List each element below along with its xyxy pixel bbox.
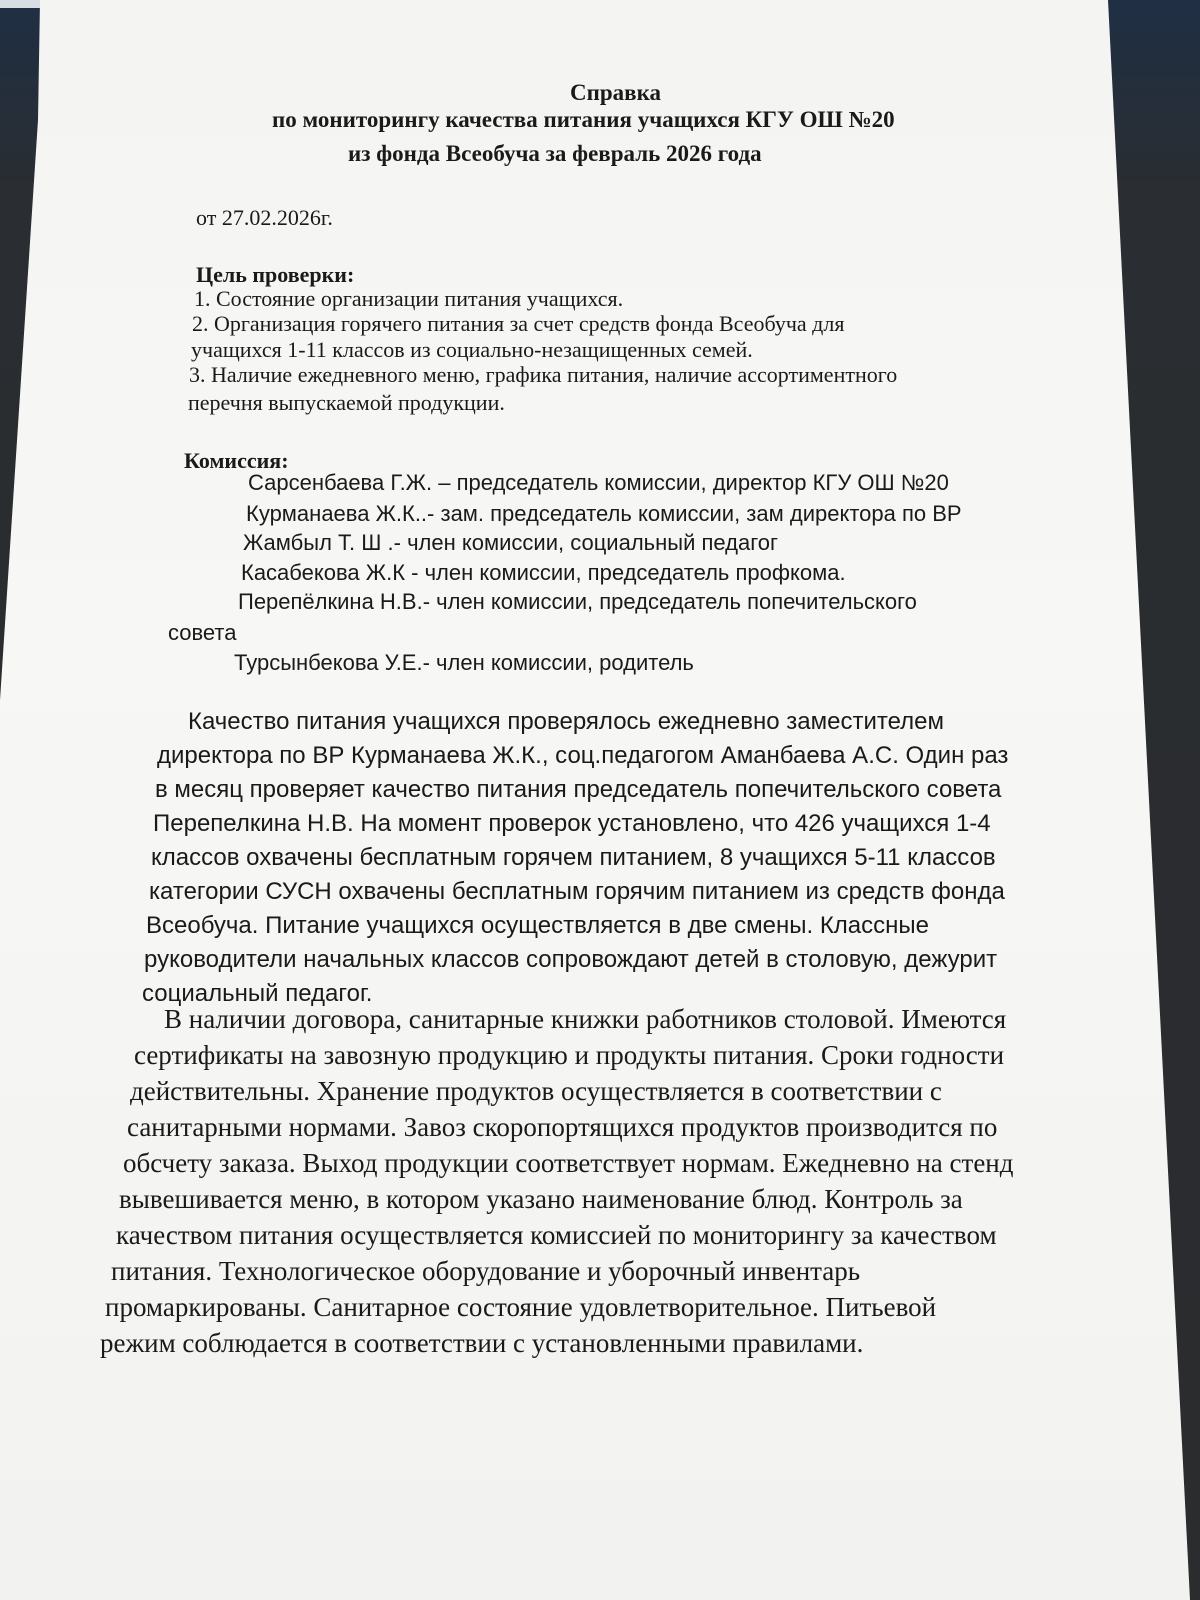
paragraph2-line: вывешивается меню, в котором указано наименование блюд. Контроль за bbox=[119, 1184, 963, 1214]
commission-member: Сарсенбаева Г.Ж. – председатель комиссии, директор КГУ ОШ №20 bbox=[248, 470, 949, 495]
commission-member: Жамбыл Т. Ш .- член комиссии, социальный педагог bbox=[243, 530, 779, 555]
paragraph1-line: Всеобуча. Питание учащихся осуществляется в две смены. Классные bbox=[146, 912, 929, 939]
paragraph2-line: В наличии договора, санитарные книжки работников столовой. Имеются bbox=[164, 1004, 1007, 1034]
goal-item: 2. Организация горячего питания за счет средств фонда Всеобуча для bbox=[192, 311, 845, 336]
paragraph2-line: действительны. Хранение продуктов осуществляется в соответствии с bbox=[130, 1076, 942, 1106]
document-title: Справка bbox=[570, 80, 661, 105]
paragraph1-line: в месяц проверяет качество питания председатель попечительского совета bbox=[155, 776, 1002, 803]
paragraph1-line: классов охвачены бесплатным горячем питанием, 8 учащихся 5-11 классов bbox=[151, 844, 996, 871]
document-subtitle-line2: из фонда Всеобуча за февраль 2026 года bbox=[348, 141, 762, 166]
paragraph1-line: Перепелкина Н.В. На момент проверок установлено, что 426 учащихся 1-4 bbox=[153, 810, 991, 837]
paragraph2-line: питания. Технологическое оборудование и уборочный инвентарь bbox=[111, 1256, 861, 1286]
commission-member: Касабекова Ж.К - член комиссии, председатель профкома. bbox=[241, 560, 846, 585]
paragraph2-line: качеством питания осуществляется комиссией по мониторингу за качеством bbox=[116, 1220, 997, 1250]
paragraph2-line: обсчету заказа. Выход продукции соответствует нормам. Ежедневно на стенд bbox=[123, 1148, 1014, 1178]
paragraph2-line: режим соблюдается в соответствии с установленными правилами. bbox=[100, 1328, 864, 1358]
paragraph1-line: директора по ВР Курманаева Ж.К., соц.педагогом Аманбаева А.С. Один раз bbox=[157, 742, 1009, 769]
commission-member-continued: совета bbox=[168, 620, 237, 645]
goal-item: перечня выпускаемой продукции. bbox=[188, 390, 505, 415]
paragraph2-line: промаркированы. Санитарное состояние удовлетворительное. Питьевой bbox=[105, 1292, 937, 1322]
commission-heading: Комиссия: bbox=[184, 448, 289, 473]
paragraph1-line: руководители начальных классов сопровождают детей в столовую, дежурит bbox=[144, 946, 998, 973]
paragraph1-line: социальный педагог. bbox=[142, 980, 373, 1007]
paragraph2-line: санитарными нормами. Завоз скоропортящихся продуктов производится по bbox=[127, 1112, 998, 1142]
goal-heading: Цель проверки: bbox=[196, 262, 355, 287]
goal-item: 1. Состояние организации питания учащихся. bbox=[194, 286, 624, 311]
goal-item: учащихся 1-11 классов из социально-незащищенных семей. bbox=[191, 337, 753, 362]
goal-item: 3. Наличие ежедневного меню, графика питания, наличие ассортиментного bbox=[189, 362, 898, 387]
document-subtitle-line1: по мониторингу качества питания учащихся КГУ ОШ №20 bbox=[272, 107, 895, 132]
paragraph1-line: категории СУСН охвачены бесплатным горячим питанием из средств фонда bbox=[149, 878, 1005, 905]
paragraph1-line: Качество питания учащихся проверялось ежедневно заместителем bbox=[188, 708, 945, 735]
commission-member: Курманаева Ж.К..- зам. председатель комиссии, зам директора по ВР bbox=[246, 501, 962, 526]
commission-member: Перепёлкина Н.В.- член комиссии, председатель попечительского bbox=[238, 589, 917, 614]
commission-member: Турсынбекова У.Е.- член комиссии, родитель bbox=[234, 650, 694, 675]
document-date: от 27.02.2026г. bbox=[196, 205, 333, 230]
paragraph2-line: сертификаты на завозную продукцию и продукты питания. Сроки годности bbox=[134, 1040, 1005, 1070]
